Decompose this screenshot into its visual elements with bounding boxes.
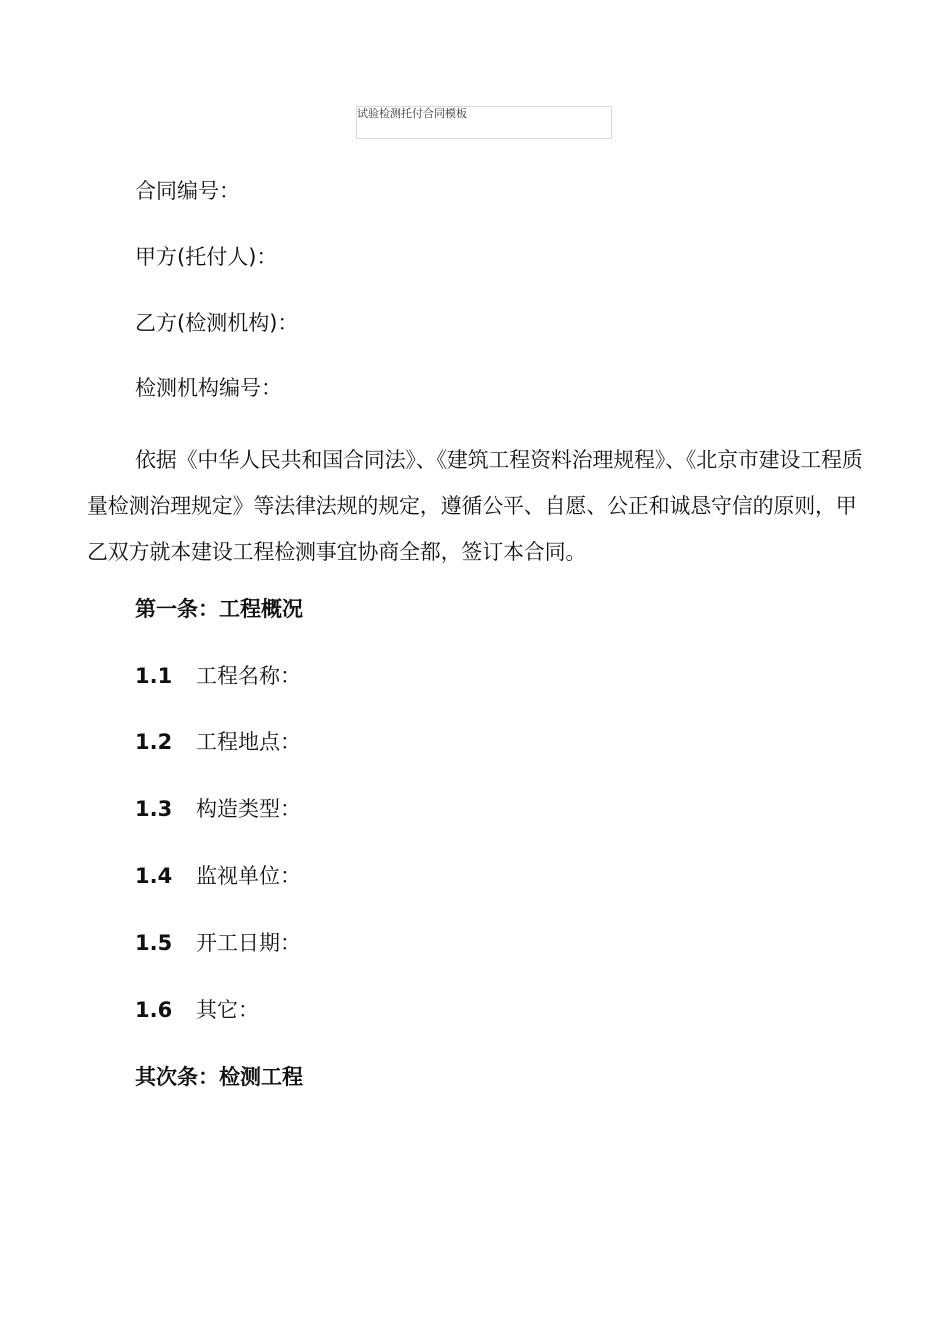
item-number: 1.4 bbox=[135, 864, 173, 888]
item-label: 构造类型： bbox=[196, 797, 301, 821]
item-number: 1.2 bbox=[135, 730, 173, 754]
contract-number-field: 合同编号： bbox=[135, 179, 240, 203]
intro-paragraph: 依据《中华人民共和国合同法》、《建筑工程资料治理规程》、《北京市建设工程质量检测治理规定》等法律法规的规定，遵循公平、自愿、公正和诚恳守信的原则，甲乙双方就本建设工程检测事宜协商全都，签订本合同。 bbox=[87, 448, 863, 564]
item-1-3 bbox=[135, 795, 301, 823]
item-number: 1.1 bbox=[135, 664, 173, 688]
party-b-field: 乙方(检测机构)： bbox=[135, 311, 299, 335]
document-title: 试验检测托付合同模板 bbox=[357, 107, 467, 120]
item-1-2 bbox=[135, 728, 301, 756]
item-1-5 bbox=[135, 929, 301, 957]
item-1-4 bbox=[135, 862, 301, 890]
section-1-title: 第一条：工程概况 bbox=[135, 597, 303, 621]
institution-number-field: 检测机构编号： bbox=[135, 376, 282, 400]
item-label: 开工日期： bbox=[196, 931, 301, 955]
section-2-title: 其次条：检测工程 bbox=[135, 1065, 303, 1089]
item-number: 1.5 bbox=[135, 931, 173, 955]
item-number: 1.6 bbox=[135, 998, 173, 1022]
item-1-6 bbox=[135, 996, 259, 1024]
item-number: 1.3 bbox=[135, 797, 173, 821]
item-label: 监视单位： bbox=[196, 864, 301, 888]
party-a-field: 甲方(托付人)： bbox=[135, 245, 278, 269]
item-label: 工程地点： bbox=[196, 730, 301, 754]
item-1-1 bbox=[135, 662, 301, 690]
item-label: 工程名称： bbox=[196, 664, 301, 688]
item-label: 其它： bbox=[196, 998, 259, 1022]
header-box bbox=[356, 106, 612, 139]
